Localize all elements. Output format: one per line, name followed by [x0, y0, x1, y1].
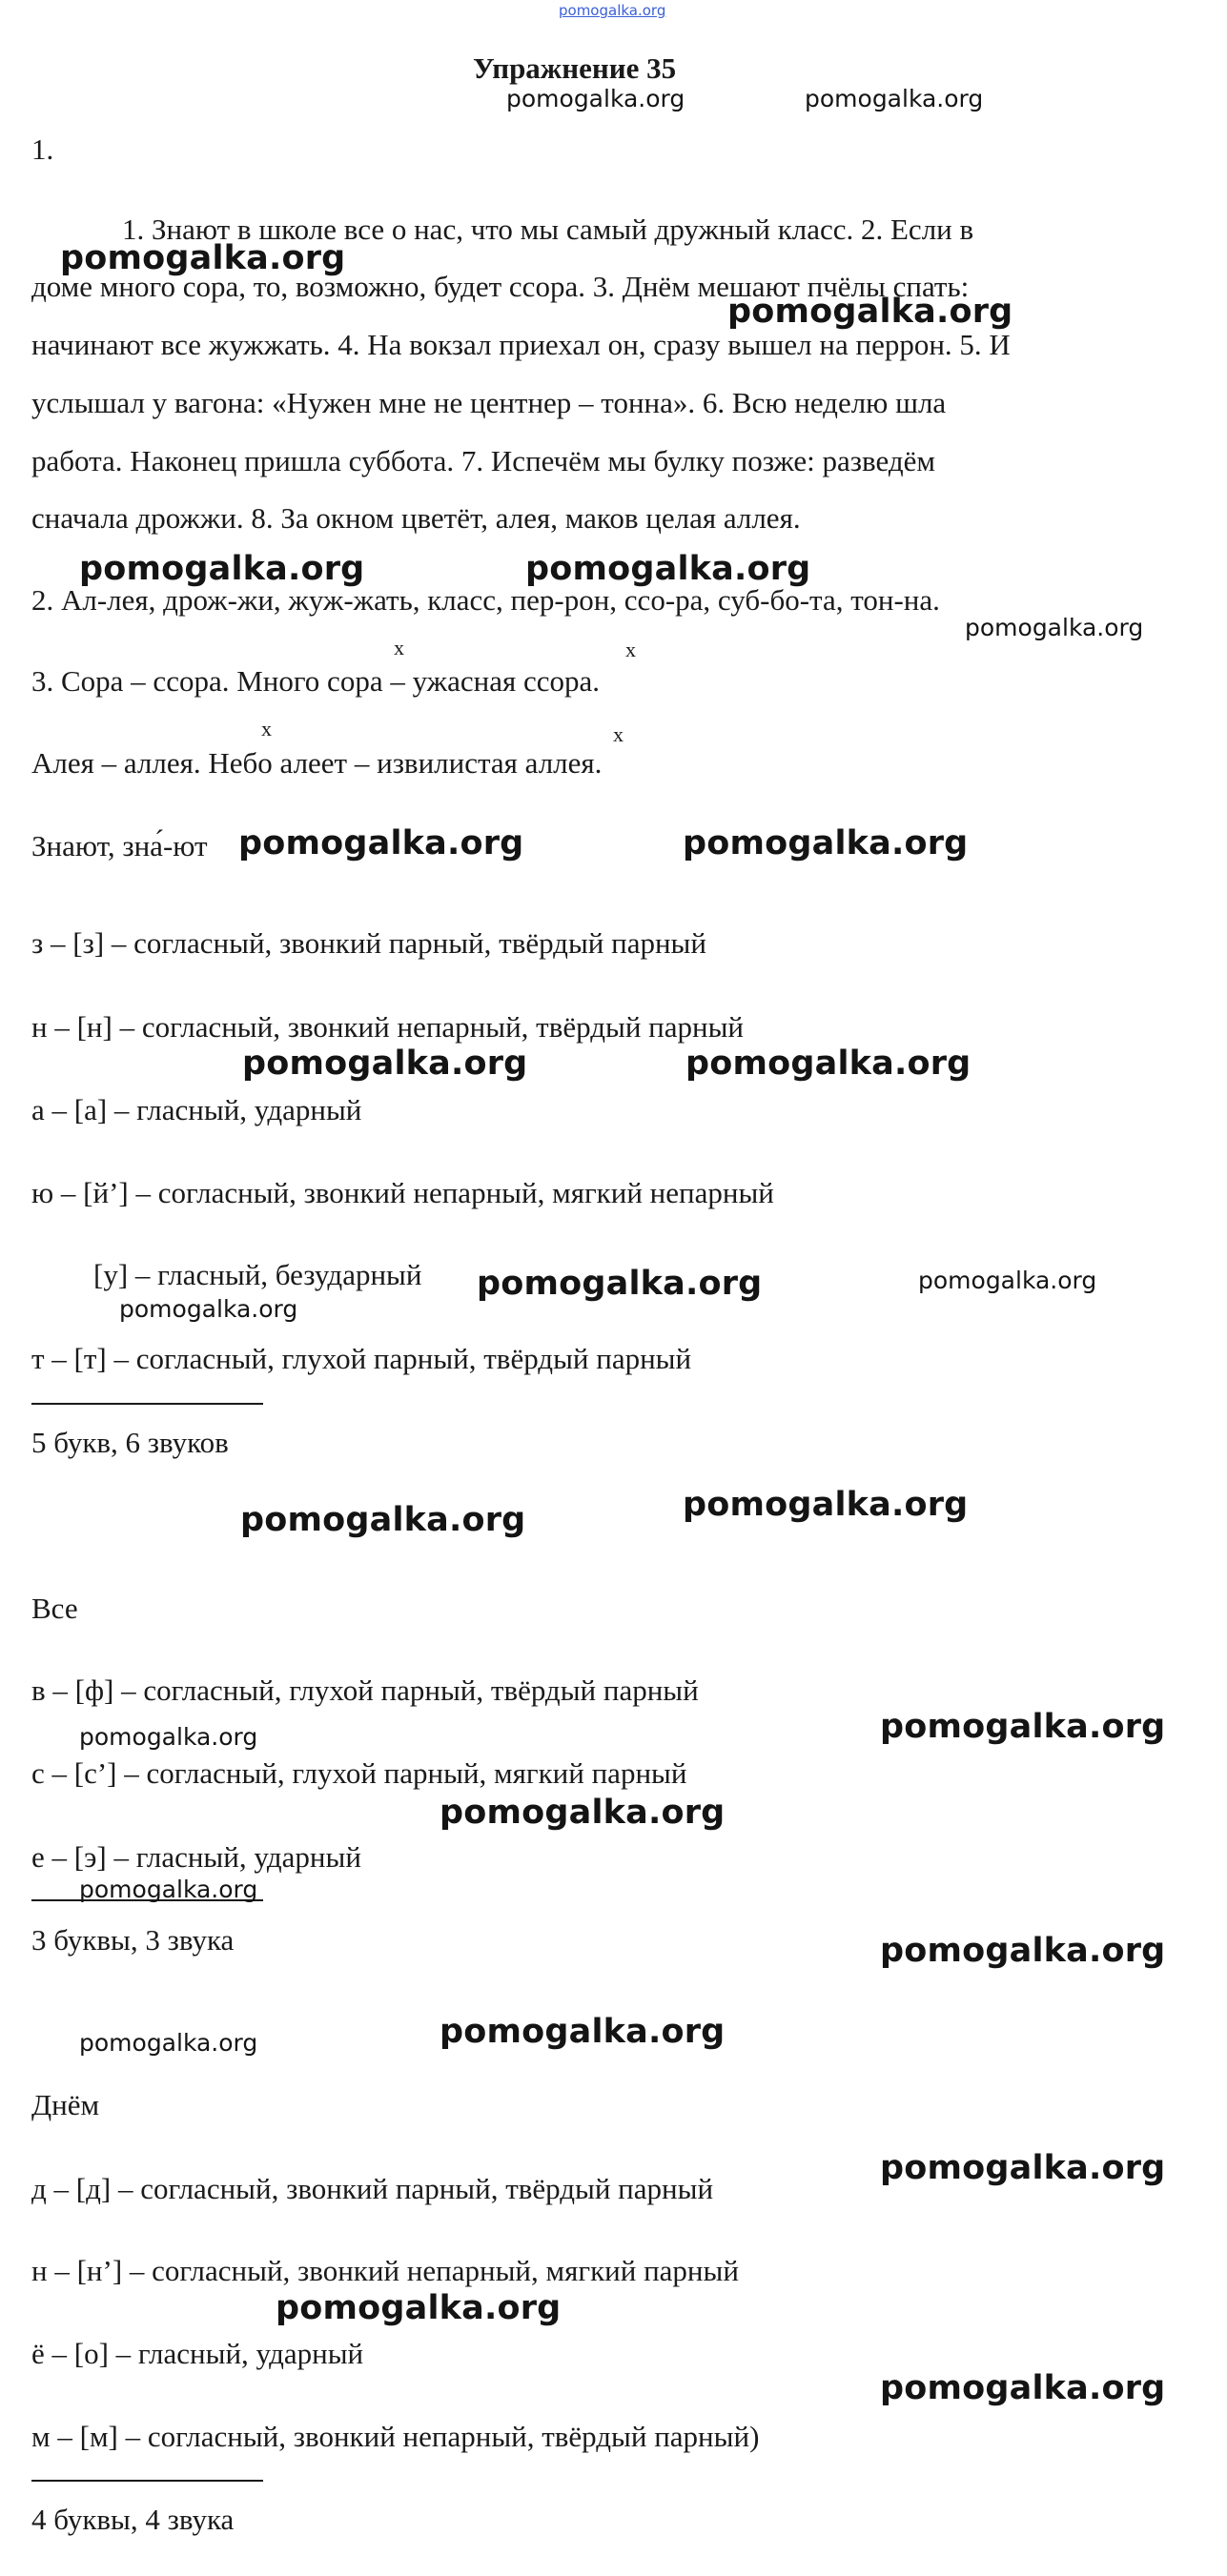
task1-line: начинают все жужжать. 4. На вокзал приехал он, сразу вышел на перрон. 5. И [31, 328, 1011, 361]
task1-line: 1. Знают в школе все о нас, что мы самый дружный класс. 2. Если в [122, 213, 974, 246]
word2-sound: в – [ф] – согласный, глухой парный, твёрдый парный [31, 1673, 699, 1707]
watermark: pomogalka.org [477, 1265, 763, 1303]
word1-sound: н – [н] – согласный, звонкий непарный, твёрдый парный [31, 1010, 745, 1044]
task1-line: услышал у вагона: «Нужен мне не центнер – тонна». 6. Всю неделю шла [31, 386, 947, 419]
word3-sound: д – [д] – согласный, звонкий парный, твёрдый парный [31, 2172, 714, 2205]
word2-sound: с – [с’] – согласный, глухой парный, мягкий парный [31, 1756, 687, 1790]
watermark: pomogalka.org [119, 1295, 298, 1323]
watermark: pomogalka.org [918, 1267, 1097, 1294]
word3-sound: м – [м] – согласный, звонкий непарный, твёрдый парный) [31, 2420, 760, 2453]
watermark: pomogalka.org [276, 2289, 562, 2327]
word1-sound: ю – [й’] – согласный, звонкий непарный, мягкий непарный [31, 1176, 774, 1209]
watermark: pomogalka.org [880, 1932, 1166, 1970]
watermark: pomogalka.org [79, 2029, 258, 2057]
task1-line: доме много сора, то, возможно, будет ссора. 3. Днём мешают пчёлы спать: [31, 270, 970, 303]
top-watermark-link[interactable]: pomogalka.org [559, 2, 666, 19]
word3-heading: Днём [31, 2088, 100, 2121]
watermark: pomogalka.org [880, 1708, 1166, 1746]
divider-line [31, 2480, 263, 2482]
word1-sound: з – [з] – согласный, звонкий парный, твёрдый парный [31, 926, 706, 960]
word1-sound: т – [т] – согласный, глухой парный, твёрдый парный [31, 1342, 692, 1375]
word2-sound: е – [э] – гласный, ударный [31, 1840, 361, 1874]
watermark: pomogalka.org [79, 550, 365, 588]
word1-sound: а – [а] – гласный, ударный [31, 1093, 362, 1126]
stress-mark: x [261, 717, 272, 740]
task1-line: работа. Наконец пришла суббота. 7. Испечём мы булку позже: разведём [31, 444, 935, 477]
watermark: pomogalka.org [242, 1045, 528, 1083]
watermark: pomogalka.org [880, 2149, 1166, 2187]
task1-line: сначала дрожжи. 8. За окном цветёт, алея, маков целая аллея. [31, 501, 801, 535]
watermark: pomogalka.org [79, 1723, 258, 1751]
task1-number: 1. [31, 132, 54, 166]
word3-sound: ё – [о] – гласный, ударный [31, 2337, 364, 2370]
word2-heading: Все [31, 1592, 78, 1625]
task2-line: 2. Ал-лея, дрож-жи, жуж-жать, класс, пер-рон, ссо-ра, суб-бо-та, тон-на. [31, 583, 940, 617]
word3-summary: 4 буквы, 4 звука [31, 2503, 235, 2536]
watermark: pomogalka.org [965, 614, 1144, 641]
watermark: pomogalka.org [60, 239, 346, 277]
watermark: pomogalka.org [238, 824, 524, 862]
watermark: pomogalka.org [880, 2369, 1166, 2407]
watermark: pomogalka.org [685, 1045, 971, 1083]
watermark: pomogalka.org [506, 85, 685, 112]
page-title: Упражнение 35 [473, 51, 677, 85]
word1-summary: 5 букв, 6 звуков [31, 1426, 229, 1459]
stress-mark: x [625, 638, 636, 661]
watermark: pomogalka.org [440, 1794, 726, 1832]
watermark: pomogalka.org [683, 1486, 969, 1524]
watermark: pomogalka.org [683, 824, 969, 862]
word2-summary: 3 буквы, 3 звука [31, 1923, 235, 1957]
stress-mark: x [613, 722, 624, 746]
task3-line1: 3. Сора – ссора. Много сора – ужасная ссора. [31, 664, 600, 698]
watermark: pomogalka.org [525, 550, 811, 588]
watermark: pomogalka.org [440, 2013, 726, 2051]
watermark: pomogalka.org [727, 293, 1013, 331]
word1-heading: Знают, зна́-ют [31, 829, 208, 862]
word1-sound: [у] – гласный, безударный [93, 1258, 422, 1291]
stress-mark: x [394, 636, 404, 659]
word3-sound: н – [н’] – согласный, звонкий непарный, мягкий парный [31, 2254, 739, 2287]
divider-line [31, 1403, 263, 1405]
watermark: pomogalka.org [240, 1501, 526, 1539]
watermark: pomogalka.org [79, 1876, 258, 1903]
watermark: pomogalka.org [805, 85, 984, 112]
task3-line2: Алея – аллея. Небо алеет – извилистая аллея. [31, 746, 603, 780]
